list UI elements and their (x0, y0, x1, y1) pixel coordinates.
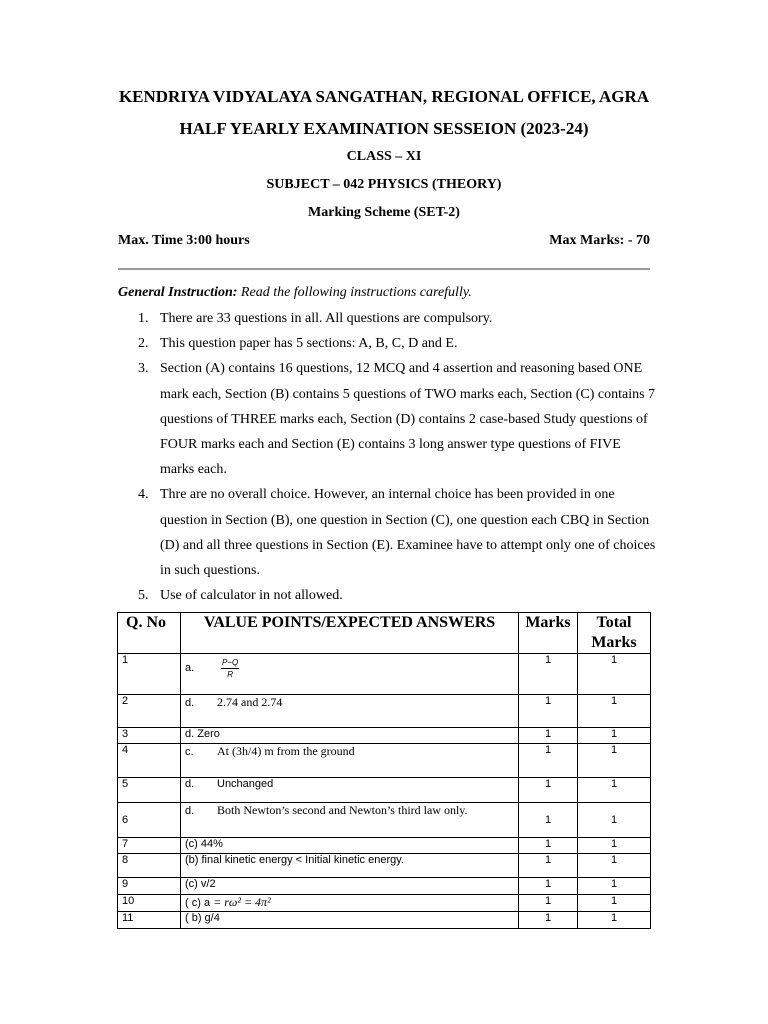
question-number: 3 (118, 728, 181, 744)
total-cell: 1 (578, 744, 651, 778)
answer-cell (181, 695, 519, 728)
instruction-number: 2. (138, 336, 149, 352)
question-number: 11 (118, 912, 181, 929)
option-letter: a. (185, 662, 195, 675)
question-number: 2 (118, 695, 181, 728)
instruction-number: 4. (138, 487, 149, 503)
answer-cell: d. Zero (181, 728, 519, 744)
instruction-item (118, 331, 658, 356)
option-letter: d. (185, 805, 195, 817)
instruction-intro: Read the following instructions carefully. (237, 285, 472, 300)
question-number: 6 (118, 803, 181, 838)
table-row (118, 695, 651, 728)
subject-label: SUBJECT – 042 PHYSICS (THEORY) (266, 177, 502, 192)
instruction-item (118, 583, 658, 608)
instruction-heading: General Instruction: (118, 285, 238, 300)
total-cell: 1 (578, 654, 651, 695)
total-cell: 1 (578, 728, 651, 744)
instruction-list (118, 306, 658, 608)
exam-title: HALF YEARLY EXAMINATION SESSEION (2023-24) (179, 119, 589, 138)
marks-cell: 1 (519, 878, 578, 895)
instruction-item (118, 306, 658, 331)
total-cell: 1 (578, 912, 651, 929)
marks-cell: 1 (519, 895, 578, 912)
table-row (118, 878, 651, 895)
answer-prefix: ( c) a (185, 897, 211, 909)
fraction (221, 657, 239, 680)
option-letter: c. (185, 746, 194, 758)
total-cell: 1 (578, 878, 651, 895)
marks-cell: 1 (519, 778, 578, 803)
marks-cell: 1 (519, 744, 578, 778)
total-cell: 1 (578, 895, 651, 912)
fraction-numerator: P−Q (222, 658, 239, 667)
header-marks: Marks (519, 613, 578, 654)
answer-text: At (3h/4) m from the ground (217, 744, 355, 758)
question-number: 8 (118, 854, 181, 878)
answer-cell: ( b) g/4 (181, 912, 519, 929)
instruction-text: Thre are no overall choice. However, an internal choice has been provided in one question in Section (B), one question in Section (C), one question each CBQ in Section (D) and all three questions in Section (E). Examinee have to attempt only one of choices in such questions. (160, 487, 656, 579)
header-answers: VALUE POINTS/EXPECTED ANSWERS (181, 613, 519, 654)
marks-cell: 1 (519, 728, 578, 744)
answer-cell: (c) 44% (181, 838, 519, 854)
marks-cell: 1 (519, 854, 578, 878)
fraction-denominator: R (227, 670, 233, 679)
table-row (118, 803, 651, 838)
table-row (118, 744, 651, 778)
question-number: 5 (118, 778, 181, 803)
header-total-marks (578, 613, 651, 654)
question-number: 7 (118, 838, 181, 854)
instruction-number: 3. (138, 361, 149, 377)
question-number: 10 (118, 895, 181, 912)
answer-cell: (c) v/2 (181, 878, 519, 895)
marking-scheme-table (117, 612, 651, 929)
option-letter: d. (185, 778, 195, 790)
horizontal-divider (118, 268, 650, 270)
max-marks: Max Marks: - 70 (549, 233, 650, 248)
instruction-text: Use of calculator in not allowed. (160, 588, 343, 604)
marks-cell: 1 (519, 803, 578, 838)
question-number: 9 (118, 878, 181, 895)
instruction-number: 5. (138, 588, 149, 604)
table-row (118, 728, 651, 744)
answer-text: Both Newton’s second and Newton’s third law only. (217, 803, 468, 817)
answer-text: 2.74 and 2.74 (217, 695, 283, 709)
total-cell: 1 (578, 854, 651, 878)
table-row (118, 838, 651, 854)
answer-cell (181, 803, 519, 838)
table-row (118, 912, 651, 929)
question-number: 4 (118, 744, 181, 778)
marks-cell: 1 (519, 838, 578, 854)
max-time: Max. Time 3:00 hours (118, 233, 250, 248)
header-total-line1: Total (596, 614, 632, 631)
instruction-number: 1. (138, 311, 149, 326)
total-cell: 1 (578, 695, 651, 728)
total-cell: 1 (578, 778, 651, 803)
marks-cell: 1 (519, 695, 578, 728)
table-row (118, 854, 651, 878)
marks-cell: 1 (519, 912, 578, 929)
answer-equation: = rω² = 4π² (213, 895, 271, 909)
time-marks-line (118, 233, 650, 249)
instruction-text: Section (A) contains 16 questions, 12 MCQ and 4 assertion and reasoning based ONE mark each, Section (B) contains 5 questions of TWO marks each, Section (C) contains 7 questions of THREE marks each, Section (D) contains 2 case-based Study questions of FOUR marks each and Section (E) contains 3 long answer type questions of FIVE marks each. (160, 361, 656, 478)
table-row (118, 654, 651, 695)
marking-scheme-label: Marking Scheme (SET-2) (308, 205, 460, 220)
marks-cell: 1 (519, 654, 578, 695)
answer-cell (181, 744, 519, 778)
general-instruction (118, 285, 658, 301)
header-total-line2: Marks (591, 634, 637, 651)
header-qno: Q. No (118, 613, 181, 654)
answer-cell (181, 778, 519, 803)
table-row (118, 778, 651, 803)
option-letter: d. (185, 697, 195, 709)
answer-cell (181, 895, 519, 912)
organization-title: KENDRIYA VIDYALAYA SANGATHAN, REGIONAL OFFICE, AGRA (118, 87, 650, 106)
table-row (118, 895, 651, 912)
question-number: 1 (118, 654, 181, 695)
instruction-item (118, 482, 658, 583)
table-header-row (118, 613, 651, 654)
answer-text: Unchanged (217, 778, 274, 790)
answer-cell (181, 654, 519, 695)
answer-cell: (b) final kinetic energy < Initial kinetic energy. (181, 854, 519, 878)
class-label: CLASS – XI (346, 149, 422, 164)
total-cell: 1 (578, 803, 651, 838)
instruction-item (118, 356, 658, 482)
instruction-text: This question paper has 5 sections: A, B, C, D and E. (160, 336, 458, 352)
instruction-text: There are 33 questions in all. All questions are compulsory. (160, 311, 493, 326)
total-cell: 1 (578, 838, 651, 854)
